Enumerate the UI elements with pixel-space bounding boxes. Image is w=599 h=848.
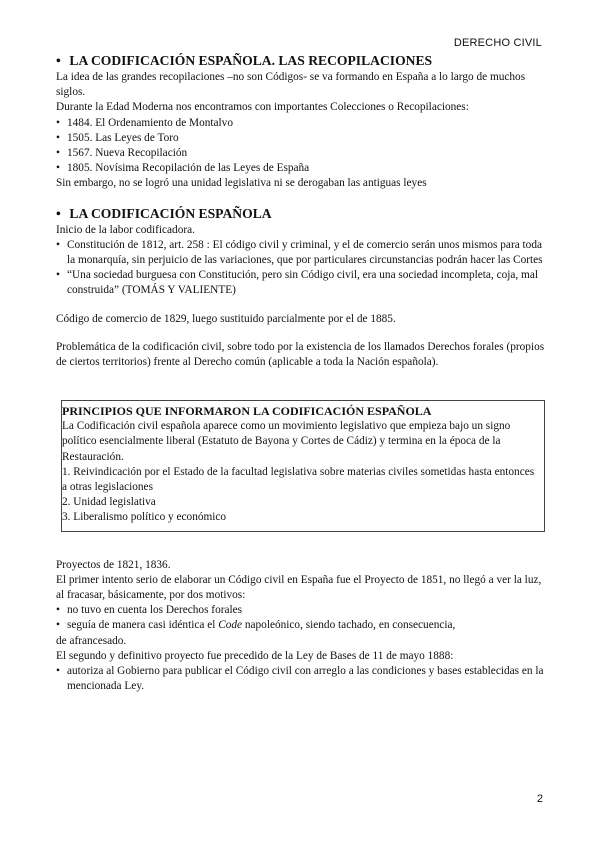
motivos-list (56, 603, 546, 633)
box-text: La Codificación civil española aparece como un movimiento legislativo que empieza bajo un signo político esencialmente liberal (Estatuto de Bayona y Cortes de Cádiz) y termina en la época de la Restauración. (62, 420, 511, 463)
list-item (56, 618, 546, 633)
item-text: napoleónico, siendo tachado, en consecuencia, (242, 619, 456, 632)
paragraph: Sin embargo, no se logró una unidad legislativa ni se derogaban las antiguas leyes (56, 177, 427, 190)
paragraph: Durante la Edad Moderna nos encontramos con importantes Colecciones o Recopilaciones: (56, 101, 469, 114)
principles-box (61, 400, 545, 531)
section-heading-text: LA CODIFICACIÓN ESPAÑOLA (69, 205, 272, 221)
list-item: • no tuvo en cuenta los Derechos forales (56, 603, 546, 618)
section-heading-codificacion (56, 205, 546, 223)
box-title: PRINCIPIOS QUE INFORMARON LA CODIFICACIÓN ESPAÑOLA (62, 404, 432, 419)
ley-bases-list (56, 664, 546, 694)
box-point: 1. Reivindicación por el Estado de la facultad legislativa sobre materias civiles sometidas hasta entonces a otras legislaciones (62, 465, 535, 494)
list-item: • Constitución de 1812, art. 258 : El código civil y criminal, y el de comercio serán unos mismos para toda la monarquía, sin perjuicio de las variaciones, que por particulares circunstancias podrán hacer las Cortes (56, 238, 546, 268)
paragraph: de afrancesado. (56, 634, 127, 647)
code-term: Code (218, 619, 243, 632)
page-number: 2 (536, 793, 543, 805)
list-item: • “Una sociedad burguesa con Constitución, pero sin Código civil, era una sociedad incompleta, coja, mal construida” (TOMÁS Y VALIENTE) (56, 268, 546, 298)
codificacion-list (56, 238, 546, 299)
section-heading-recopilaciones (56, 52, 546, 70)
list-item: • 1567. Nueva Recopilación (56, 146, 546, 161)
recopilaciones-list (56, 116, 546, 177)
paragraph: Código de comercio de 1829, luego sustituido parcialmente por el de 1885. (56, 312, 396, 325)
section-heading-text: LA CODIFICACIÓN ESPAÑOLA. LAS RECOPILACIONES (69, 53, 433, 68)
box-point: 3. Liberalismo político y económico (62, 511, 227, 524)
box-point: 2. Unidad legislativa (62, 496, 156, 509)
heading-bullet: • (56, 205, 61, 221)
list-item: • autoriza al Gobierno para publicar el Código civil con arreglo a las condiciones y bases establecidas en la mencionada Ley. (56, 664, 546, 694)
list-item: • 1805. Novísima Recopilación de las Leyes de España (56, 161, 546, 176)
paragraph: Problemática de la codificación civil, sobre todo por la existencia de los llamados Derechos forales (propios de ciertos territorios) frente al Derecho común (aplicable a toda la Nación española). (56, 340, 545, 369)
paragraph: El primer intento serio de elaborar un Código civil en España fue el Proyecto de 1851, no llegó a ver la luz, al fracasar, básicamente, por dos motivos: (56, 573, 542, 602)
list-item: • 1505. Las Leyes de Toro (56, 131, 546, 146)
paragraph: El segundo y definitivo proyecto fue precedido de la Ley de Bases de 11 de mayo 1888: (56, 649, 454, 662)
heading-bullet: • (56, 53, 61, 68)
item-text: seguía de manera casi idéntica el (67, 619, 219, 632)
paragraph: Inicio de la labor codificadora. (56, 223, 195, 236)
page-content (56, 52, 546, 695)
running-header: DERECHO CIVIL (453, 37, 542, 49)
paragraph: Proyectos de 1821, 1836. (56, 558, 171, 571)
list-item: • 1484. El Ordenamiento de Montalvo (56, 116, 546, 131)
paragraph: La idea de las grandes recopilaciones –no son Códigos- se va formando en España a lo largo de muchos siglos. (56, 71, 526, 99)
